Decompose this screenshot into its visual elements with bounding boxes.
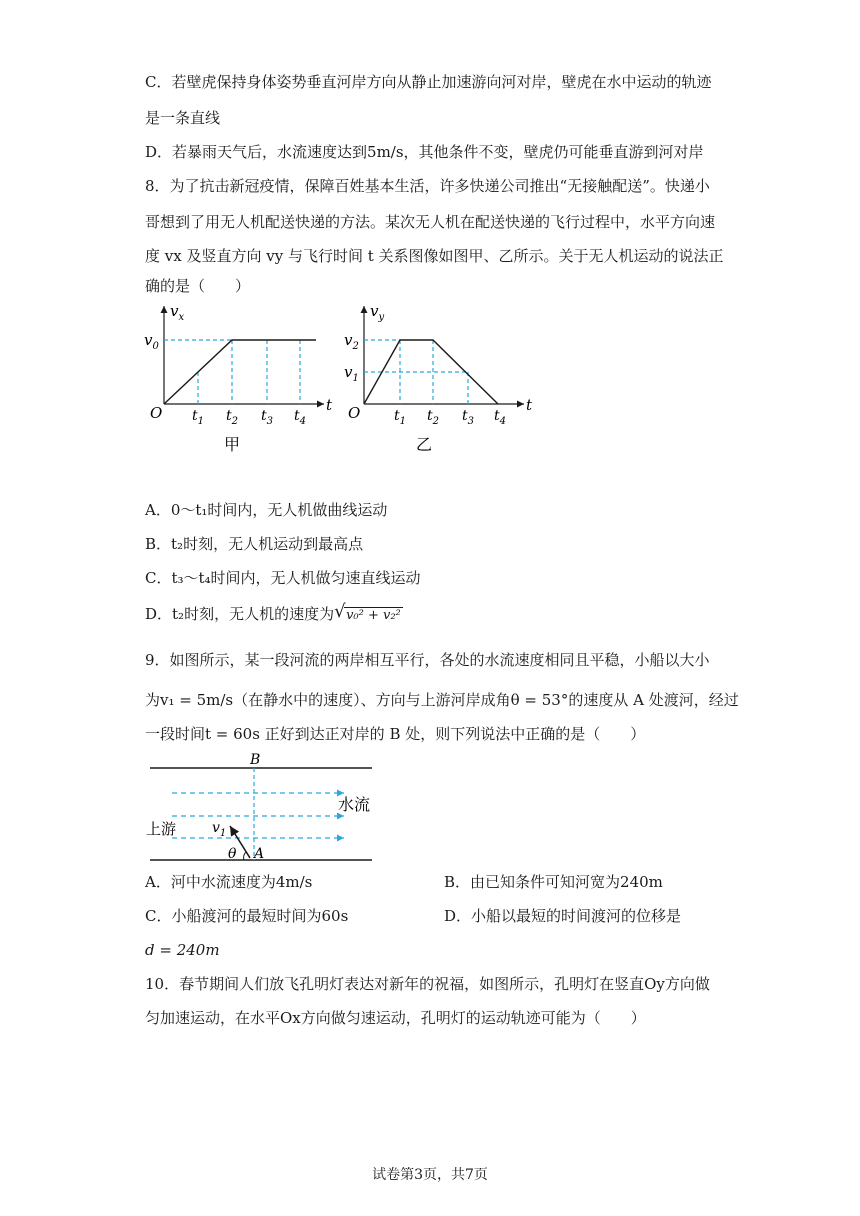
yi-t4-label: $t_4$ [494,408,507,427]
q7-option-c-line1: C．若壁虎保持身体姿势垂直河岸方向从静止加速游向河对岸，壁虎在水中运动的轨迹 [145,73,712,91]
q9-option-d-line2: d = 240m [145,941,220,959]
yi-t2-label: $t_2$ [427,408,440,427]
yi-v1-label: $v_1$ [344,363,359,384]
jia-v0-label: $v_0$ [144,331,159,352]
jia-t1-label: $t_1$ [192,408,205,427]
q8-option-a: A．0～t₁时间内，无人机做曲线运动 [145,501,388,519]
label-b: B [250,752,261,768]
page-footer: 试卷第3页，共7页 [372,1167,488,1183]
label-v1: $v_1$ [212,820,227,839]
q10-stem-line1: 10．春节期间人们放飞孔明灯表达对新年的祝福，如图所示，孔明灯在竖直Oy方向做 [145,975,710,993]
jia-t4-label: $t_4$ [294,408,307,427]
q8-option-d-prefix: D．t₂时刻，无人机的速度为 [145,605,335,623]
q9-stem-line1: 9．如图所示，某一段河流的两岸相互平行，各处的水流速度相同且平稳，小船以大小 [145,651,710,669]
q9-option-d-line1: D．小船以最短的时间渡河的位移是 [444,907,682,925]
q9-stem-line3: 一段时间t = 60s 正好到达正对岸的 B 处，则下列说法中正确的是（ ） [145,725,646,743]
label-a: A [254,846,265,862]
q7-option-d: D．若暴雨天气后，水流速度达到5m/s，其他条件不变，壁虎仍可能垂直游到河对岸 [145,143,704,161]
jia-curve [164,340,316,404]
q9-option-a: A．河中水流速度为4m/s [145,873,313,891]
q8-stem-line1: 8．为了抗击新冠疫情，保障百姓基本生活，许多快递公司推出“无接触配送”。快递小 [145,177,710,195]
jia-t3-label: $t_3$ [261,408,274,427]
q8-stem-line2: 哥想到了用无人机配送快递的方法。某次无人机在配送快递的飞行过程中，水平方向速 [145,213,716,231]
graph-yi [340,300,540,460]
q8-stem-line3: 度 vx 及竖直方向 vy 与飞行时间 t 关系图像如图甲、乙所示。关于无人机运动的说法正 [145,247,724,265]
q9-option-b: B．由已知条件可知河宽为240m [444,873,663,891]
q9-stem-line2: 为v₁ = 5m/s（在静水中的速度）、方向与上游河岸成角θ = 53°的速度从 A 处渡河，经过 [145,691,739,709]
graph-jia [140,300,350,460]
jia-ylabel: $v_x$ [170,302,185,323]
yi-v2-label: $v_2$ [344,331,359,352]
sqrt-expression: √ v₀² + v₂² [334,601,401,623]
yi-caption: 乙 [416,435,433,454]
q10-stem-line2: 匀加速运动，在水平Ox方向做匀速运动，孔明灯的运动轨迹可能为（ ） [145,1009,646,1027]
q9-option-c: C．小船渡河的最短时间为60s [145,907,349,925]
river-figure [140,748,390,868]
jia-origin: O [150,404,163,422]
q7-option-c-line2: 是一条直线 [145,109,221,127]
jia-caption: 甲 [224,435,241,454]
q8-stem-line4: 确的是（ ） [145,277,251,295]
yi-ylabel: $v_y$ [370,302,385,323]
jia-t-label: t [326,396,333,414]
label-water-flow: 水流 [338,795,371,814]
yi-t1-label: $t_1$ [394,408,407,427]
yi-origin: O [348,404,361,422]
q8-option-b: B．t₂时刻，无人机运动到最高点 [145,535,364,553]
label-upstream: 上游 [146,820,177,838]
yi-t-label: t [526,396,533,414]
q8-option-d [145,601,403,626]
yi-t3-label: $t_3$ [462,408,475,427]
q8-option-c: C．t₃～t₄时间内，无人机做匀速直线运动 [145,569,421,587]
jia-t2-label: $t_2$ [226,408,239,427]
label-theta: θ [228,846,237,862]
theta-arc [244,852,246,860]
